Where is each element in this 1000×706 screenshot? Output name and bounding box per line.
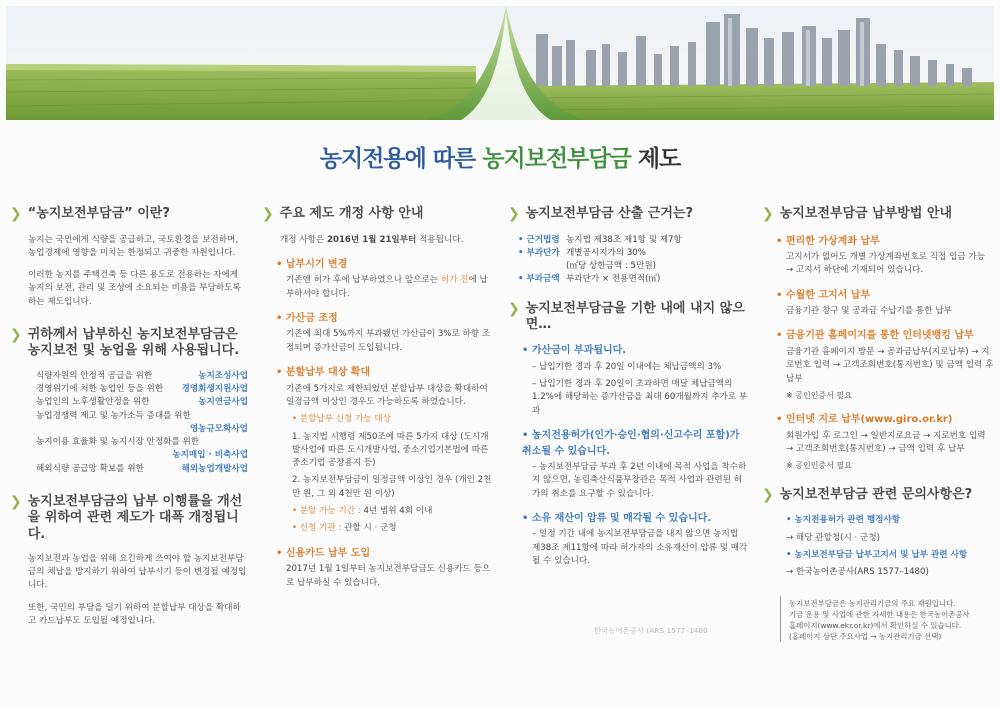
- sub-label: • 분할납부 신청 가능 대상: [292, 414, 392, 425]
- paragraph: 고지서가 없어도 개별 가상계좌번호로 직접 입금 가능 → 고지서 하단에 기재되어 있습니다.: [786, 252, 986, 276]
- chevron-right-icon: ❯: [10, 206, 22, 222]
- list-item: 2. 농지보전부담금이 일정금액 이상인 경우 (개인 2천만 원, 그 외 4천만 원 이상): [292, 475, 492, 499]
- paragraph: 또한, 국민의 부담을 덜기 위하여 분할납부 대상을 확대하고 카드납부도 도입될 예정입니다.: [28, 602, 241, 627]
- subheading: • 납부시기 변경: [276, 258, 348, 270]
- fund-info-box: 농지보전부담금은 농지관리기금의 주요 재원입니다. 기금 운용 및 사업에 관한 자세한 내용은 한국농어촌공사 홈페이지(www.ekr.or.kr)에서 확인하실 수 있습니다. (홈페이지 상단 주요사업 → 농지관리기금 선택): [780, 596, 994, 642]
- subheading: • 분할납부 대상 확대: [276, 367, 371, 379]
- subheading: • 편리한 가상계좌 납부: [776, 235, 880, 247]
- column-payment: [762, 198, 994, 642]
- list-item: • 신청 기관 : 관할 시 · 군청: [292, 523, 397, 534]
- list-item: • 분할 가능 기간 : 4년 범위 4회 이내: [292, 506, 433, 517]
- inquiry-item: • 농지보전부담금 납부고지서 및 납부 관련 사항: [786, 549, 968, 560]
- list-item: – 납입기한 경과 후 20일이 초과하면 매달 체납금액의 1.2%에 해당하는 증가산금을 최대 60개월까지 추가로 부과: [532, 379, 748, 416]
- calc-row: (㎡당 상한금액 : 5만원): [566, 261, 656, 272]
- list-item: – 납입기한 경과 후 20일 이내에는 체납금액의 3%: [532, 361, 722, 372]
- subheading: • 가산금이 부과됩니다.: [522, 345, 627, 357]
- list-item: 식량자원의 안정적 공급을 위한 농지조성사업: [36, 370, 248, 381]
- list-item: 경영위기에 처한 농업인 등을 위한 경영회생지원사업: [36, 383, 248, 394]
- inquiry-item: • 농지전용허가 관련 행정사항: [786, 515, 901, 526]
- inquiry-answer: → 한국농어촌공사(ARS 1577–1480): [786, 567, 929, 578]
- subheading: • 인터넷 지로 납부(www.giro.or.kr): [776, 414, 953, 426]
- subheading: • 금융기관 홈페이지를 통한 인터넷뱅킹 납부: [776, 330, 974, 342]
- list-item: 1. 농지법 시행령 제50조에 따른 5가지 대상 (도시개발사업에 따른 도시개발사업, 중소기업기본법에 따른 중소기업 공장용지 등): [292, 431, 489, 469]
- watermark-text: 한국농어촌공사 (ARS 1577–1480: [594, 626, 708, 635]
- note: ※ 공인인증서 필요: [786, 390, 852, 400]
- list-item: 농지매입 · 비축사업: [172, 450, 248, 461]
- list-item: 농지이용 효율화 및 농지시장 안정화를 위한: [36, 437, 200, 448]
- calc-row: • 근거법령 농지법 제38조 제1항 및 제7항: [518, 234, 682, 245]
- subheading: • 신용카드 납부 도입: [276, 547, 371, 559]
- section-heading: ❯ 농지보전부담금 납부방법 안내: [762, 206, 953, 222]
- chevron-right-icon: ❯: [508, 300, 520, 317]
- section-heading: ❯ 농지보전부담금 관련 문의사항은?: [762, 486, 973, 503]
- subheading: • 수월한 고지서 납부: [776, 289, 871, 301]
- note: ※ 공인인증서 필요: [786, 461, 852, 471]
- chevron-right-icon: ❯: [262, 206, 274, 222]
- section-heading: ❯ 농지보전부담금 산출 근거는?: [508, 206, 694, 222]
- subheading: • 소유 재산이 압류 및 매각될 수 있습니다.: [522, 512, 712, 524]
- column-what-is: [10, 198, 248, 637]
- calc-row: • 부과단가 개별공시지가의 30%: [518, 247, 646, 258]
- paragraph: 금융기관 홈페이지 방문 → 공과금납부(지로납부) → 지로번호 입력 → 고객조회번호(통지번호) 및 금액 입력 후 납부: [786, 346, 994, 384]
- uses-list: [36, 370, 248, 477]
- calc-table: [518, 234, 748, 287]
- subheading: • 농지전용허가(인가·승인·협의·신고수리 포함)가 취소될 수 있습니다.: [522, 430, 740, 457]
- column-revisions: [262, 198, 494, 594]
- list-item: 영농규모화사업: [189, 423, 248, 434]
- paragraph: 이러한 농지를 주택건축 등 다른 용도로 전용하는 자에게 농지의 보전, 관리 및 조성에 소요되는 비용을 부담하도록 하는 제도입니다.: [28, 270, 241, 307]
- section-heading: ❯ 농지보전부담금을 기한 내에 내지 않으면…: [508, 300, 745, 332]
- list-item: 해외식량 공급망 확보를 위한 해외농업개발사업: [36, 463, 248, 474]
- paragraph: 기존에 5가지로 제한되었던 분할납부 대상을 확대하여 일정금액 이상인 경우도 가능하도록 하였습니다.: [286, 383, 488, 407]
- subheading: • 가산금 조정: [276, 312, 338, 324]
- list-item: 농업경쟁력 제고 및 농가소득 증대를 위한: [36, 410, 191, 421]
- chevron-right-icon: ❯: [508, 206, 520, 222]
- paragraph: 회원가입 후 로그인 → 일반지로요금 → 지로번호 입력 → 고객조회번호(통지번호) → 금액 입력 후 납부: [786, 430, 986, 455]
- paragraph: 기존에 최대 5%까지 부과됐던 가산금이 3%로 하향 조정되며 증가산금이 도입됩니다.: [286, 329, 491, 353]
- calc-row: • 부과금액 부과단가 × 전용면적(㎡): [518, 274, 661, 285]
- section-heading: ❯ 농지보전부담금의 납부 이행률을 개선을 위하여 관련 제도가 대폭 개정됩니다.: [10, 494, 243, 542]
- chevron-right-icon: ❯: [10, 494, 22, 511]
- paragraph: 농지는 국민에게 식량을 공급하고, 국토환경을 보전하며, 농업경제에 영향을 미치는 한정되고 귀중한 자원입니다.: [28, 234, 239, 258]
- chevron-right-icon: ❯: [762, 486, 774, 503]
- section-heading: ❯ 귀하께서 납부하신 농지보전부담금은 농지보전 및 농업을 위해 사용됩니다.: [10, 327, 240, 359]
- header-banner: [6, 6, 994, 120]
- page-title: 농지전용에 따른 농지보전부담금 제도: [319, 146, 681, 172]
- list-item: – 일정 기간 내에 농지보전부담금을 내지 않으면 농지법 제38조 제11항에 따라 허가자의 소유재산이 압류 및 매각될 수 있습니다.: [532, 529, 748, 567]
- paragraph: 금융기관 창구 및 공과금 수납기를 통한 납부: [786, 306, 952, 317]
- chevron-right-icon: ❯: [762, 206, 774, 222]
- column-calculation: [508, 198, 748, 572]
- banner-illustration: [6, 6, 994, 120]
- inquiry-answer: → 해당 관할청(시 · 군청): [786, 532, 880, 543]
- intro-text: 개정 사항은 2016년 1월 21일부터 적용됩니다.: [280, 234, 464, 245]
- paragraph: 2017년 1월 1일부터 농지보전부담금도 신용카드 등으로 납부하실 수 있습니다.: [286, 564, 491, 588]
- list-item: – 농지보전부담금 부과 후 2년 이내에 목적 사업을 착수하지 않으면, 농림축산식품부장관은 목적 사업과 관련된 허가의 취소를 요구할 수 있습니다.: [532, 462, 747, 499]
- chevron-right-icon: ❯: [10, 327, 22, 344]
- list-item: 농업인의 노후생활안정을 위한 농지연금사업: [36, 397, 248, 408]
- section-heading: ❯ 주요 제도 개정 사항 안내: [262, 206, 424, 222]
- paragraph: 기존엔 허가 후에 납부하였으나 앞으로는 허가 전에 납부하셔야 합니다.: [286, 275, 488, 299]
- paragraph: 농지보전과 농업을 위해 요긴하게 쓰여야 할 농지보전부담금의 체납을 방지하기 위하여 납부시기 등이 변경될 예정입니다.: [28, 553, 247, 591]
- section-heading: ❯ “농지보전부담금” 이란?: [10, 206, 170, 222]
